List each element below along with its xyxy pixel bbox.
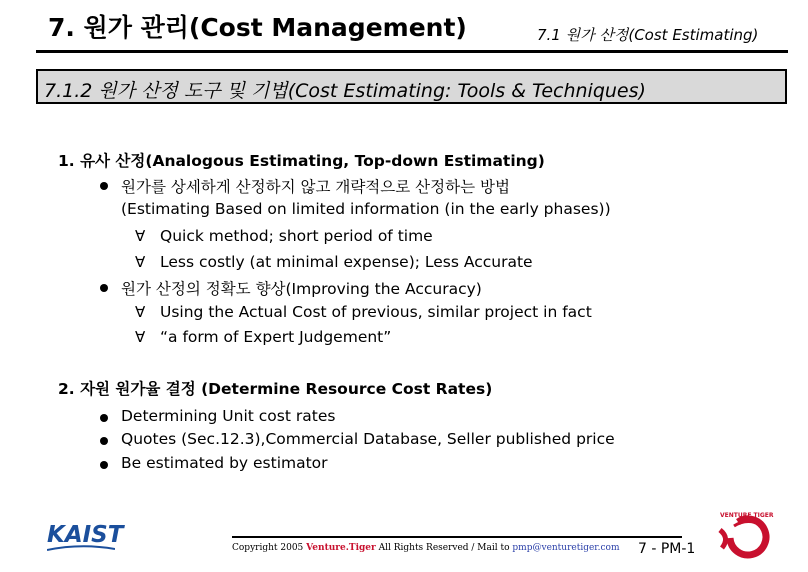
kaist-logo [47,522,124,550]
kaist-logo-text: KAIST [47,522,124,548]
page-title: 7. 원가 관리(Cost Management) [48,13,467,42]
item-1-sub-1: Quick method; short period of time [160,227,433,245]
item-1-bullet-2: 원가 산정의 정확도 향상(Improving the Accuracy) [121,280,482,298]
copyright-notice [232,543,619,553]
item-2-heading: 2. 자원 원가율 결정 (Determine Resource Cost Rates) [58,380,493,398]
for-all-icon: ∀ [135,227,146,245]
bullet-icon [100,414,108,422]
mail-link[interactable]: pmp@venturetiger.com [512,543,620,553]
for-all-icon: ∀ [135,328,146,346]
header-divider [36,50,788,53]
page-number: 7 - PM-1 [638,541,696,557]
bullet-icon [100,182,108,190]
kaist-logo-swoosh [47,545,115,551]
copyright-prefix: Copyright 2005 [232,543,307,553]
item-1-sub-3: Using the Actual Cost of previous, similar project in fact [160,303,592,321]
bullet-icon [100,284,108,292]
copyright-mid: All Rights Reserved / Mail to [375,543,513,553]
item-2-bullet-3: Be estimated by estimator [121,454,328,472]
item-1-heading: 1. 유사 산정(Analogous Estimating, Top-down Estimating) [58,152,545,170]
footer-divider [232,536,682,538]
copyright-brand: Venture.Tiger [306,543,376,553]
venture-tiger-logo [690,508,800,568]
item-1-sub-4: “a form of Expert Judgement” [160,328,392,346]
item-2-bullet-2: Quotes (Sec.12.3),Commercial Database, Seller published price [121,430,615,448]
for-all-icon: ∀ [135,303,146,321]
for-all-icon: ∀ [135,253,146,271]
venture-tiger-logo-text: VENTURE TIGER [720,512,774,519]
item-1-bullet-1-line-1: 원가를 상세하게 산정하지 않고 개략적으로 산정하는 방법 [121,178,510,196]
bullet-icon [100,437,108,445]
item-1-bullet-1-line-2: (Estimating Based on limited information (in the early phases)) [121,200,611,218]
section-title: 7.1.2 원가 산정 도구 및 기법(Cost Estimating: Tools & Techniques) [44,80,646,102]
bullet-icon [100,461,108,469]
item-2-bullet-1: Determining Unit cost rates [121,407,336,425]
item-1-sub-2: Less costly (at minimal expense); Less Accurate [160,253,533,271]
page-subtitle: 7.1 원가 산정(Cost Estimating) [537,26,759,44]
